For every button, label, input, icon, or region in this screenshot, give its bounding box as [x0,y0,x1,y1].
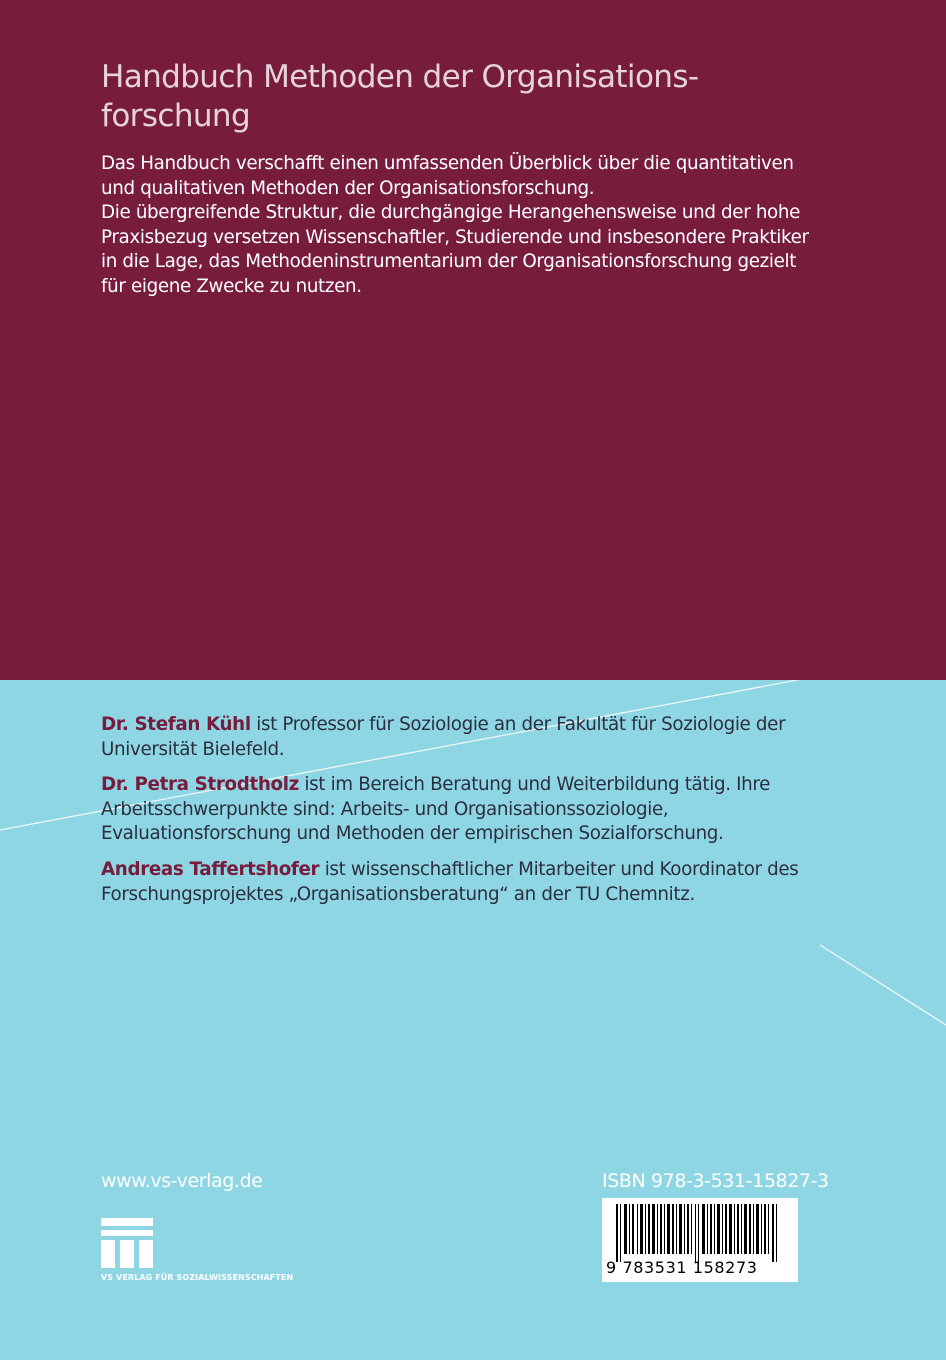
barcode-icon [602,1198,798,1282]
author-bio [101,773,821,847]
author-description: ist wissenschaftlicher Mitarbeiter und Koordinator des Forschungsprojektes „Organisationsberatung“ an der TU Chemnitz. [101,858,799,905]
author-bio [101,858,821,907]
book-description [101,152,821,300]
author-name: Andreas Taffertshofer [101,858,320,880]
publisher-url[interactable]: www.vs-verlag.de [101,1170,263,1192]
title-line-2: forschung [101,98,251,134]
author-bios [101,713,821,918]
description-paragraph-1: Das Handbuch verschafft einen umfassenden Überblick über die quantitativen und qualitativen Methoden der Organisationsforschung. [101,153,794,199]
author-name: Dr. Petra Strodtholz [101,774,299,796]
title-line-1: Handbuch Methoden der Organisations- [101,59,699,95]
isbn-label: ISBN 978-3-531-15827-3 [602,1170,829,1192]
barcode-number: 9 783531 158273 [606,1258,758,1277]
author-description: ist im Bereich Beratung und Weiterbildung tätig. Ihre Arbeitsschwerpunkte sind: Arbeits- und Organisationssoziologie, Evaluationsforschung und Methoden der empirischen Sozialforschung. [101,774,771,845]
author-bio [101,713,821,762]
author-description: ist Professor für Soziologie an der Fakultät für Soziologie der Universität Bielefeld. [101,714,786,760]
author-name: Dr. Stefan Kühl [101,714,251,735]
book-title [101,58,821,136]
description-paragraph-2: Die übergreifende Struktur, die durchgängige Herangehensweise und der hohe Praxisbezug versetzen Wissenschaftler, Studierende und insbesondere Praktiker in die Lage, das Methodeninstrumentarium der Organisationsforschung gezielt für eigene Zwecke zu nutzen. [101,202,809,297]
publisher-name: VS VERLAG FÜR SOZIALWISSENSCHAFTEN [101,1273,294,1282]
